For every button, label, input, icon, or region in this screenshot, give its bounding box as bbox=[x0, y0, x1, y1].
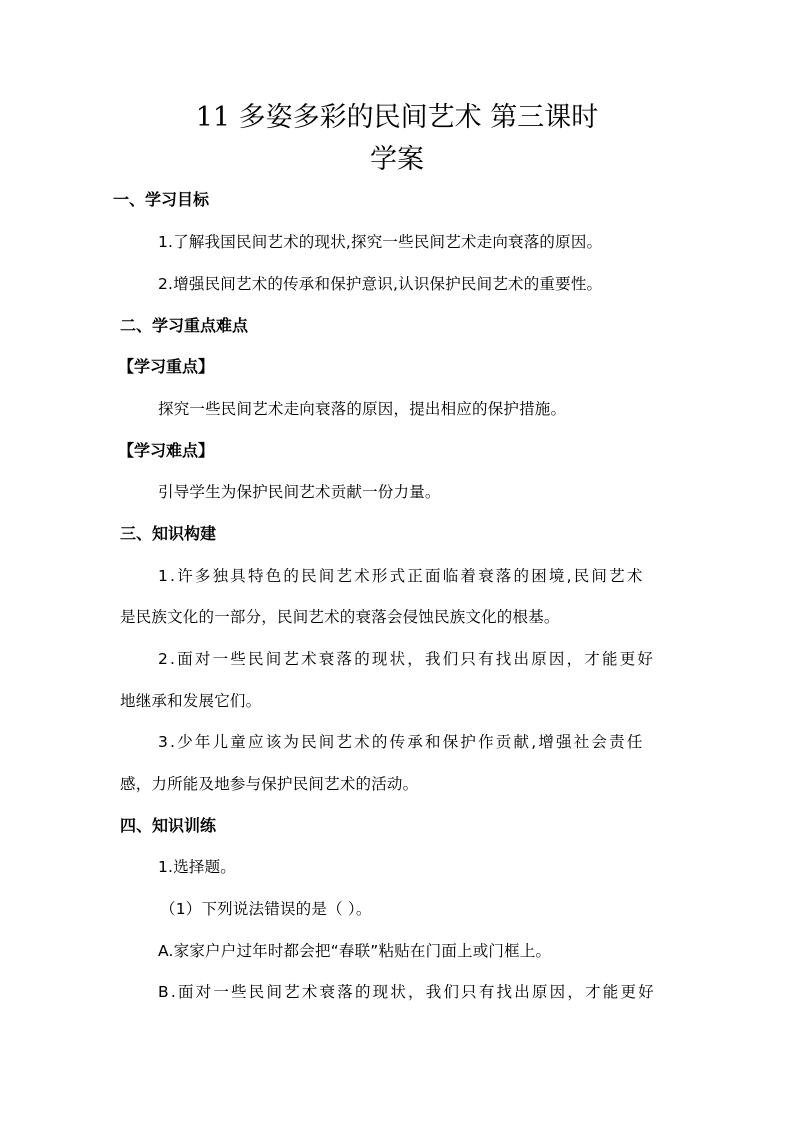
document-title: 11 多姿多彩的民间艺术 第三课时 bbox=[195, 102, 599, 133]
document-subtitle: 学案 bbox=[370, 144, 424, 175]
objective-item-1: 1.了解我国民间艺术的现状,探究一些民间艺术走向衰落的原因。 bbox=[158, 233, 603, 251]
knowledge-p1-line2: 是民族文化的一部分，民间艺术的衰落会侵蚀民族文化的根基。 bbox=[120, 608, 560, 626]
objective-item-2: 2.增强民间艺术的传承和保护意识,认识保护民间艺术的重要性。 bbox=[158, 275, 603, 293]
knowledge-p2-line1: 2.面对一些民间艺术衰落的现状，我们只有找出原因，才能更好 bbox=[158, 650, 656, 668]
question-type: 1.选择题。 bbox=[158, 858, 236, 876]
section-heading-objectives: 一、学习目标 bbox=[113, 190, 210, 209]
difficulty-text: 引导学生为保护民间艺术贡献一份力量。 bbox=[158, 483, 441, 501]
option-a: A.家家户户过年时都会把“春联”粘贴在门面上或门框上。 bbox=[158, 942, 552, 960]
focus-label: 【学习重点】 bbox=[118, 357, 215, 376]
knowledge-p3-line2: 感，力所能及地参与保护民间艺术的活动。 bbox=[120, 775, 419, 793]
section-heading-training: 四、知识训练 bbox=[120, 816, 217, 835]
section-heading-knowledge: 三、知识构建 bbox=[120, 524, 217, 543]
option-b: B.面对一些民间艺术衰落的现状，我们只有找出原因，才能更好 bbox=[158, 983, 656, 1001]
knowledge-p1-line1: 1.许多独具特色的民间艺术形式正面临着衰落的困境,民间艺术 bbox=[158, 567, 645, 585]
knowledge-p2-line2: 地继承和发展它们。 bbox=[120, 692, 262, 710]
section-heading-key-points: 二、学习重点难点 bbox=[120, 316, 249, 335]
knowledge-p3-line1: 3.少年儿童应该为民间艺术的传承和保护作贡献,增强社会责任 bbox=[158, 733, 645, 751]
question-1: （1）下列说法错误的是（ ）。 bbox=[160, 900, 372, 918]
focus-text: 探究一些民间艺术走向衰落的原因，提出相应的保护措施。 bbox=[158, 400, 567, 418]
difficulty-label: 【学习难点】 bbox=[118, 441, 215, 460]
